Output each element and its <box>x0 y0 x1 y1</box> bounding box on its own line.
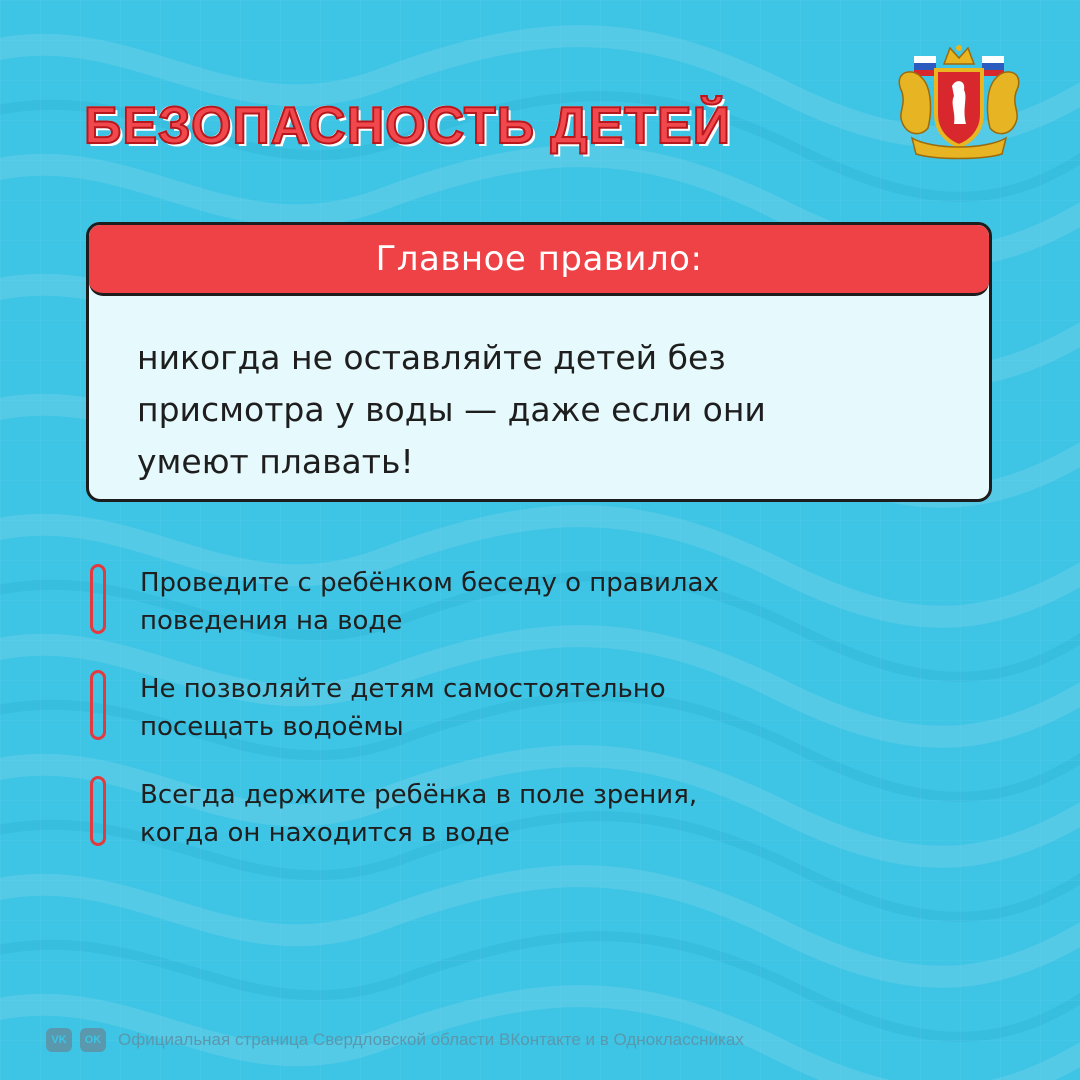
main-rule-line: никогда не оставляйте детей без <box>137 338 726 377</box>
tip-line: Всегда держите ребёнка в поле зрения, <box>140 780 698 810</box>
bullet-marker-icon <box>90 564 106 634</box>
footer-text: Официальная страница Свердловской области ВКонтакте и в Одноклассниках <box>118 1030 744 1049</box>
tip-line: посещать водоёмы <box>140 712 404 742</box>
list-item <box>86 772 986 878</box>
tip-line: Не позволяйте детям самостоятельно <box>140 674 666 704</box>
footer <box>46 1028 744 1052</box>
main-rule-header <box>89 225 989 296</box>
list-item <box>86 666 986 772</box>
main-rule-line: присмотра у воды — даже если они <box>137 390 766 429</box>
tip-text <box>140 564 900 640</box>
bullet-marker-icon <box>90 670 106 740</box>
tip-line: Проведите с ребёнком беседу о правилах <box>140 568 719 598</box>
tip-line: когда он находится в воде <box>140 818 510 848</box>
page-title: БЕЗОПАСНОСТЬ ДЕТЕЙ <box>84 97 731 155</box>
tips-list <box>86 560 986 878</box>
odnoklassniki-icon[interactable]: OK <box>80 1028 106 1052</box>
tip-text <box>140 670 900 746</box>
main-rule-line: умеют плавать! <box>137 442 414 481</box>
main-rule-title: Главное правило: <box>375 239 703 279</box>
list-item <box>86 560 986 666</box>
bullet-marker-icon <box>90 776 106 846</box>
main-rule-text <box>89 296 989 488</box>
vk-icon[interactable]: VK <box>46 1028 72 1052</box>
coat-of-arms-emblem <box>892 42 1026 160</box>
tip-line: поведения на воде <box>140 606 403 636</box>
tip-text <box>140 776 900 852</box>
main-rule-card <box>86 222 992 502</box>
